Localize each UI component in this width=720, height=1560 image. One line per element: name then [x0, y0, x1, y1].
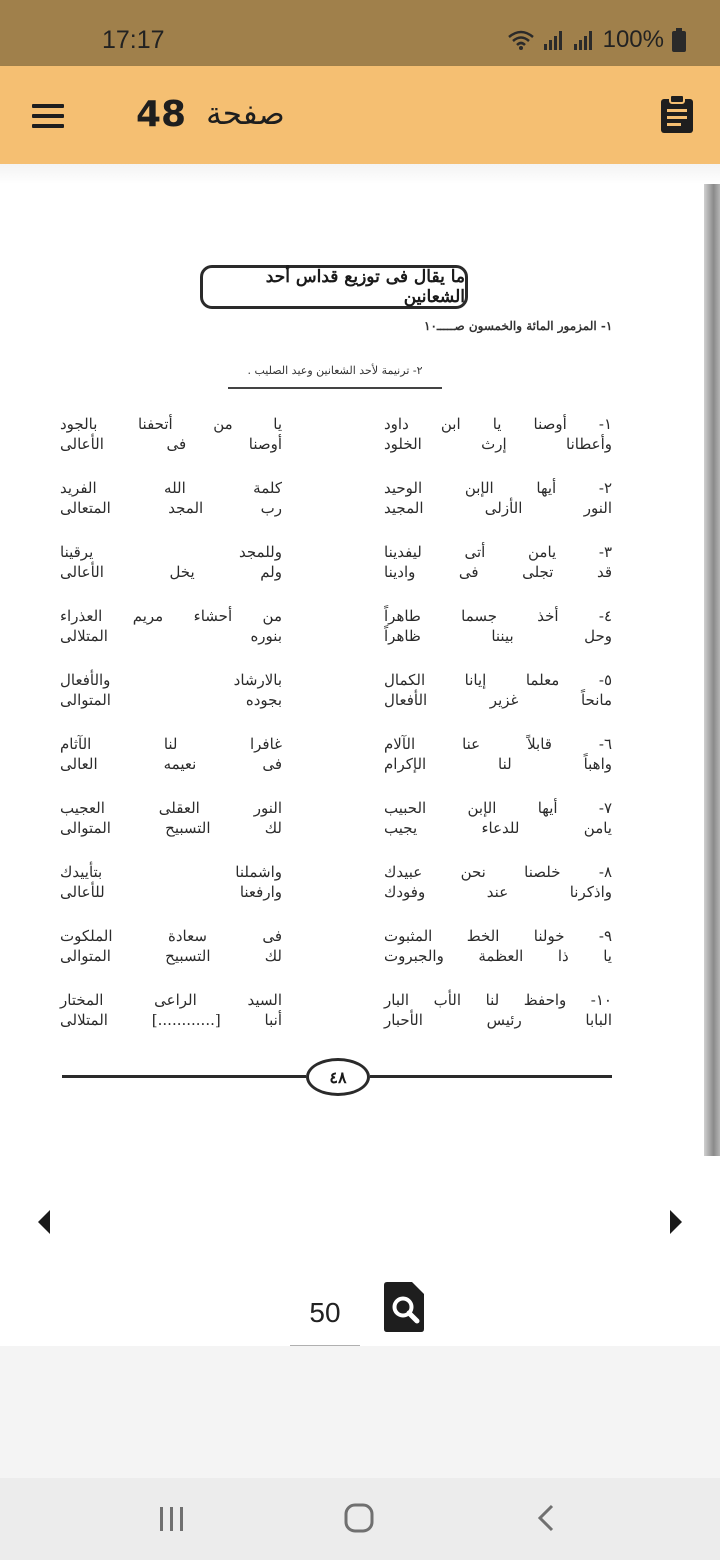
- verse-4-right: [384, 606, 612, 646]
- verse-line: من أحشاء مريم العذراء: [60, 607, 282, 625]
- page-spine: [704, 184, 720, 1156]
- menu-icon: [32, 104, 64, 108]
- verse-1-right: [384, 414, 612, 454]
- verse-line: ١٠- واحفظ لنا الأب البار: [384, 991, 612, 1009]
- verse-line: السيد الراعى المختار: [60, 991, 282, 1009]
- verse-4-left: [60, 606, 282, 646]
- verse-line: يا ذا العظمة والجبروت: [384, 947, 612, 965]
- verse-5-left: [60, 670, 282, 710]
- verse-line: ولم يخل الأعالى: [60, 563, 282, 581]
- verse-line: ٤- أخذ جسما طاهراً: [384, 607, 612, 625]
- verse-5-right: [384, 670, 612, 710]
- verse-7-right: [384, 798, 612, 838]
- verse-line: يامن للدعاء يجيب: [384, 819, 612, 837]
- verse-line: بنوره المتلالى: [60, 627, 282, 645]
- scan-item-1: ١- المزمور المائة والخمسون صـــــ١٠: [424, 319, 613, 333]
- verse-line: ٨- خلصنا نحن عبيدك: [384, 863, 612, 881]
- signal-icon: [543, 29, 565, 51]
- verse-line: وحل بيننا ظاهراً: [384, 627, 612, 645]
- verse-line: أوصنا فى الأعالى: [60, 435, 282, 453]
- verse-line: كلمة الله الفريد: [60, 479, 282, 497]
- verse-line: واهباً لنا الإكرام: [384, 755, 612, 773]
- battery-percent: 100%: [602, 26, 664, 53]
- verse-3-left: [60, 542, 282, 582]
- verse-line: وأعطانا إرث الخلود: [384, 435, 612, 453]
- verse-3-right: [384, 542, 612, 582]
- verse-line: فى سعادة الملكوت: [60, 927, 282, 945]
- go-to-page-button[interactable]: [384, 1282, 424, 1332]
- verse-7-left: [60, 798, 282, 838]
- page-title: [136, 88, 285, 140]
- next-page-button[interactable]: [666, 1208, 686, 1236]
- verse-line: واذكرنا عند وفودك: [384, 883, 612, 901]
- recents-icon: [152, 1502, 192, 1536]
- verse-line: ٩- خولنا الخط المثبوت: [384, 927, 612, 945]
- verse-line: وارفعنا للأعالى: [60, 883, 282, 901]
- system-navigation-bar: [0, 1478, 720, 1560]
- clipboard-icon: [660, 94, 694, 134]
- verse-line: ٦- قابلاً عنا الآلام: [384, 735, 612, 753]
- scan-divider: [228, 387, 442, 389]
- scan-item-2: ٢- ترنيمة لأحد الشعانين وعيد الصليب .: [247, 364, 423, 377]
- next-page-icon: [666, 1208, 686, 1236]
- verse-line: قد تجلى فى وادينا: [384, 563, 612, 581]
- back-button[interactable]: [528, 1502, 568, 1536]
- verse-line: لك التسبيح المتوالى: [60, 819, 282, 837]
- verse-line: بالارشاد والأفعال: [60, 671, 282, 689]
- verse-line: واشملنا بتأييدك: [60, 863, 282, 881]
- home-icon: [340, 1502, 380, 1536]
- home-button[interactable]: [340, 1502, 380, 1536]
- menu-button[interactable]: [30, 98, 66, 134]
- recents-button[interactable]: [152, 1502, 192, 1536]
- back-icon: [528, 1502, 568, 1536]
- verse-line: غافرا لنا الآثام: [60, 735, 282, 753]
- page-title-number: 48: [136, 93, 187, 135]
- verse-line: وللمجد يرقينا: [60, 543, 282, 561]
- clipboard-button[interactable]: [660, 94, 694, 134]
- verse-1-left: [60, 414, 282, 454]
- scan-title: ما يقال فى توزيع قداس أحد الشعانين: [200, 265, 468, 309]
- verse-9-right: [384, 926, 612, 966]
- verse-2-left: [60, 478, 282, 518]
- verse-2-right: [384, 478, 612, 518]
- prev-page-icon: [34, 1208, 54, 1236]
- status-time: 17:17: [102, 26, 165, 54]
- page-title-word: صفحة: [206, 96, 285, 132]
- verse-line: النور الأزلى المجيد: [384, 499, 612, 517]
- verse-line: ٢- أيها الإبن الوحيد: [384, 479, 612, 497]
- verse-line: ١- أوصنا يا ابن داود: [384, 415, 612, 433]
- verse-line: البابا رئيس الأحبار: [384, 1011, 612, 1029]
- verse-line: بجوده المتوالى: [60, 691, 282, 709]
- verse-8-left: [60, 862, 282, 902]
- verse-10-left: [60, 990, 282, 1030]
- page-navigation: [0, 1156, 720, 1346]
- page-image[interactable]: [0, 164, 720, 1156]
- prev-page-button[interactable]: [34, 1208, 54, 1236]
- verse-6-right: [384, 734, 612, 774]
- verse-line: ٣- يامن أتى ليفدينا: [384, 543, 612, 561]
- verse-10-right: [384, 990, 612, 1030]
- search-page-icon: [384, 1282, 424, 1332]
- scan-page-number: ٤٨: [306, 1058, 370, 1096]
- status-bar: [0, 0, 720, 66]
- footer-rule: [370, 1075, 612, 1078]
- verse-line: مانحاً غزير الأفعال: [384, 691, 612, 709]
- verse-8-right: [384, 862, 612, 902]
- status-icons: [507, 26, 686, 54]
- verse-line: النور العقلى العجيب: [60, 799, 282, 817]
- verse-line: ٥- معلما إيانا الكمال: [384, 671, 612, 689]
- content-spacer: [0, 1346, 720, 1478]
- verse-line: لك التسبيح المتوالى: [60, 947, 282, 965]
- wifi-icon: [507, 29, 535, 51]
- verse-line: يا من أتحفنا بالجود: [60, 415, 282, 433]
- app-bar: [0, 66, 720, 164]
- page-number-input[interactable]: [290, 1281, 360, 1347]
- verse-line: فى نعيمه العالى: [60, 755, 282, 773]
- battery-icon: [672, 28, 686, 52]
- signal-icon: [573, 29, 595, 51]
- verse-6-left: [60, 734, 282, 774]
- footer-rule: [62, 1075, 306, 1078]
- verse-9-left: [60, 926, 282, 966]
- verse-line: أنبا [............] المتلالى: [60, 1011, 282, 1029]
- verse-line: رب المجد المتعالى: [60, 499, 282, 517]
- verse-line: ٧- أيها الإبن الحبيب: [384, 799, 612, 817]
